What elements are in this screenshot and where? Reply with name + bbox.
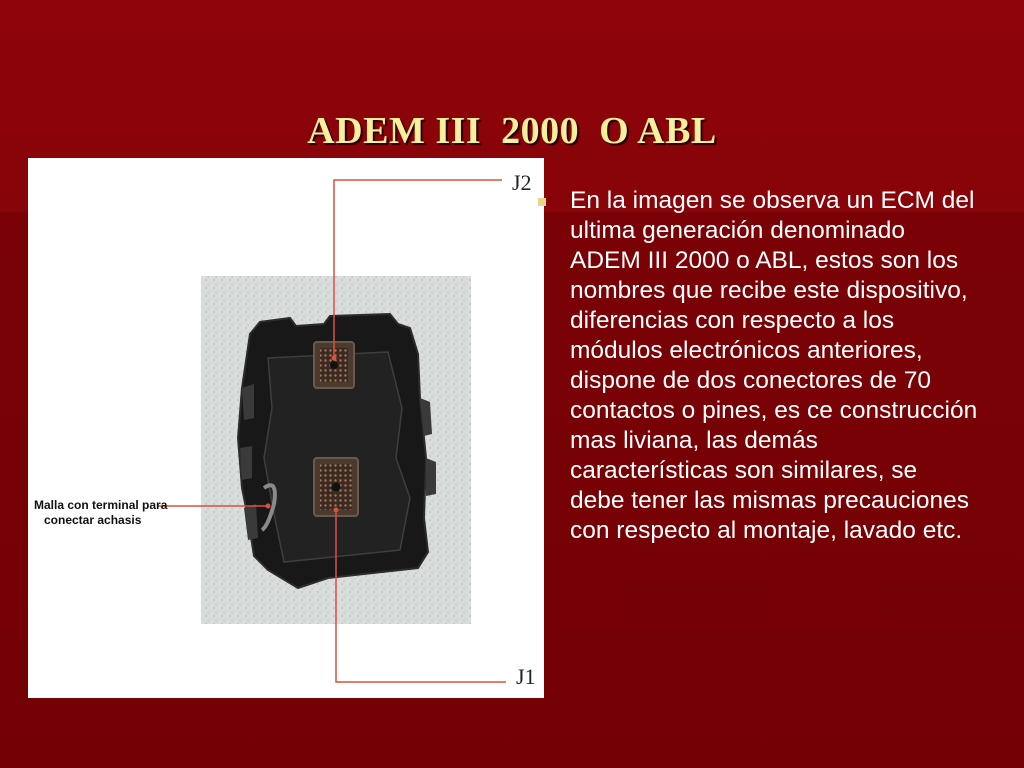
ecm-photo-illustration [28, 158, 544, 698]
connector-j2-bolt [330, 361, 338, 369]
callout-malla-line1: Malla con terminal para [34, 498, 168, 512]
ecm-figure [28, 158, 544, 698]
bullet-item [538, 186, 978, 546]
bullet-list [538, 186, 978, 546]
callout-malla-line2: conectar achasis [44, 513, 142, 527]
callout-j1-label: J1 [516, 664, 536, 689]
callout-j2-label: J2 [512, 170, 532, 195]
bullet-text: En la imagen se observa un ECM del ultima generación denominado ADEM III 2000 o ABL, estos son los nombres que recibe este dispositivo, diferencias con respecto a los módulos electrónicos anteriores, dispone de dos conectores de 70 contactos o pines, es ce construcción mas liviana, las demás características son similares, se debe tener las mismas precauciones con respecto al montaje, lavado etc. [570, 187, 978, 544]
connector-j1-bolt [332, 483, 341, 492]
callout-malla-label [34, 498, 184, 528]
square-bullet-icon [538, 198, 546, 206]
slide-title: ADEM III 2000 O ABL [307, 110, 717, 153]
